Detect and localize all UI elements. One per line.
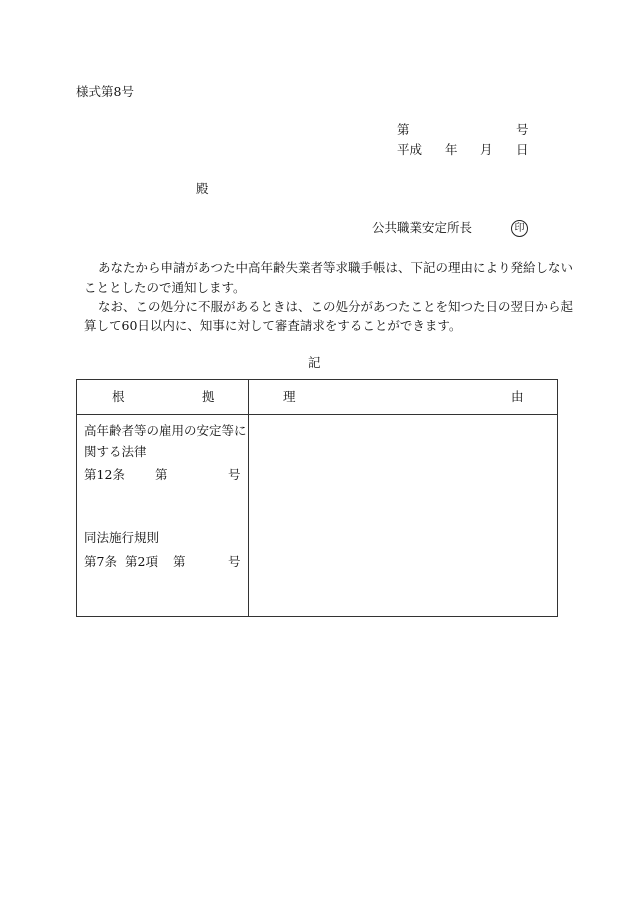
ki-heading: 記 [308,355,321,370]
header-basis-2: 拠 [202,389,215,404]
date-year: 年 [445,142,458,157]
law-line2: 関する法律 [84,444,147,459]
header-basis-1: 根 [112,389,125,404]
art7-go: 号 [228,554,241,569]
header-divider [77,414,557,415]
art12-dai: 第 [155,467,168,482]
reason-table [76,379,558,617]
form-number: 様式第8号 [76,84,134,99]
art7: 第7条 [84,554,117,569]
body-p1-line2: こととしたので通知します。 [84,280,246,295]
date-day: 日 [516,142,529,157]
body-p1-line1: あなたから申請があつた中高年齢失業者等求職手帳は、下記の理由により発給しない [98,260,574,275]
body-p2-line2: 算して60日以内に、知事に対して審査請求をすることができます。 [84,318,462,333]
date-era: 平成 [397,142,423,157]
art12-go: 号 [228,467,241,482]
doc-no-go: 号 [516,122,529,137]
doc-no-dai: 第 [397,122,410,137]
rule: 同法施行規則 [84,530,160,545]
art12: 第12条 [84,467,125,482]
law-line1: 高年齢者等の雇用の安定等に [84,423,247,438]
header-reason-2: 由 [511,389,524,404]
art7-dai: 第 [173,554,186,569]
issuer: 公共職業安定所長 [372,220,473,235]
date-month: 月 [480,142,493,157]
column-divider [248,380,249,616]
seal-icon: 印 [511,220,528,237]
art7-kou: 第2項 [125,554,158,569]
body-p2-line1: なお、この処分に不服があるときは、この処分があつたことを知つた日の翌日から起 [98,299,574,314]
addressee-suffix: 殿 [196,181,209,196]
header-reason-1: 理 [283,389,296,404]
